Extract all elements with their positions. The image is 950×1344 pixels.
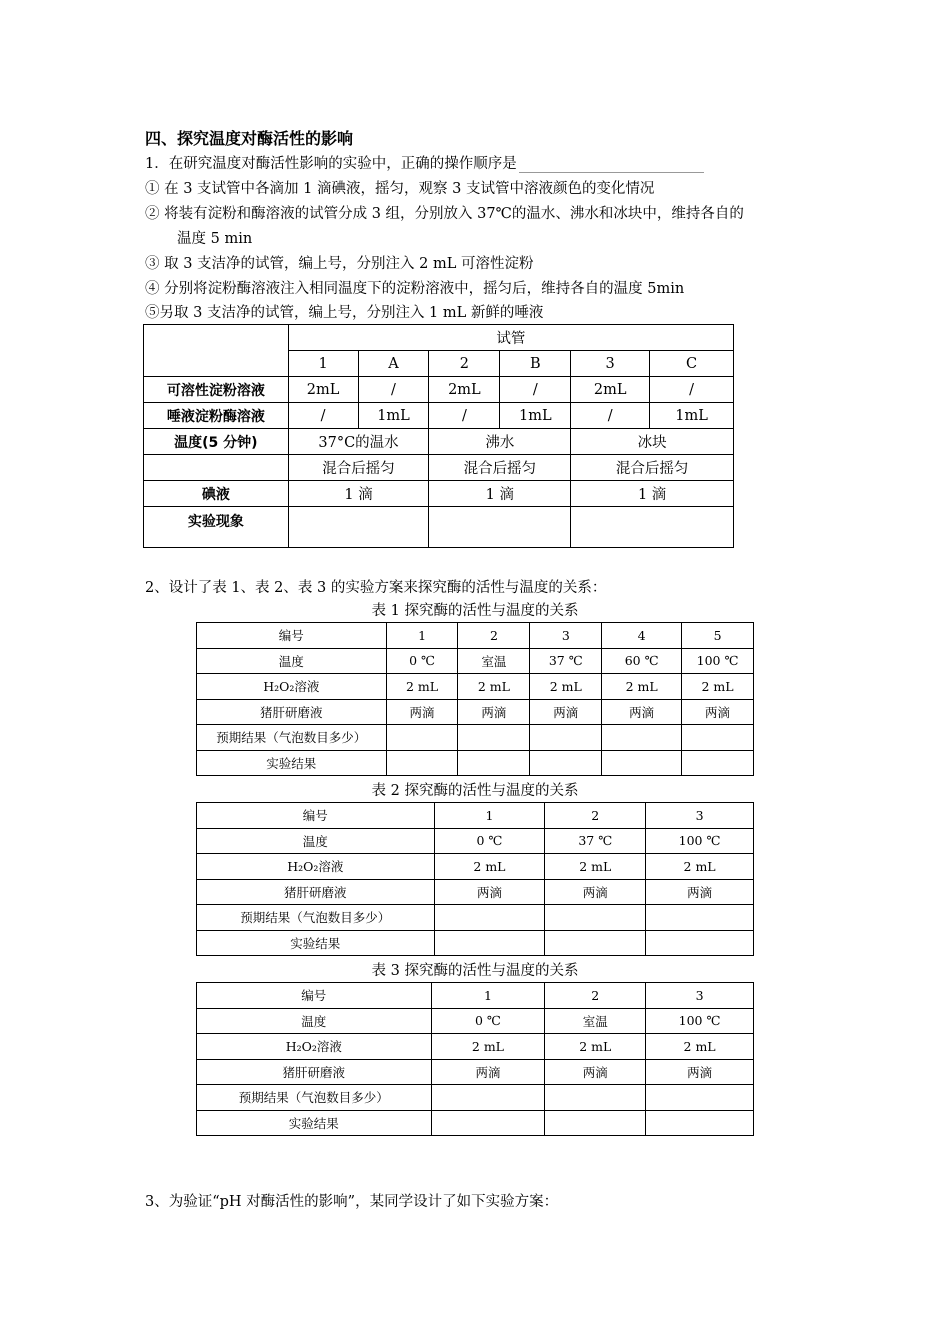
table-cell: 两滴: [458, 699, 530, 725]
row-label: 编号: [197, 803, 435, 829]
row-label: 预期结果（气泡数目多少）: [197, 725, 387, 751]
answer-blank[interactable]: [519, 158, 704, 173]
table-cell: 两滴: [530, 699, 602, 725]
table-cell: 2mL: [288, 377, 358, 403]
table-cell: 2: [458, 623, 530, 649]
table-cell: 冰块: [571, 429, 734, 455]
table-2-caption: 表 2 探究酶的活性与温度的关系: [371, 783, 579, 799]
answer-cell[interactable]: [545, 905, 646, 931]
corner-cell: [144, 325, 289, 377]
answer-cell[interactable]: [530, 750, 602, 776]
table-cell: 1: [434, 803, 545, 829]
table-cell: 2mL: [571, 377, 650, 403]
table-cell: 0 ℃: [386, 648, 458, 674]
step-3: ③ 取 3 支洁净的试管，编上号，分别注入 2 mL 可溶性淀粉: [145, 256, 534, 272]
table-cell: 1: [386, 623, 458, 649]
answer-cell[interactable]: [429, 507, 571, 548]
row-label: 猪肝研磨液: [197, 879, 435, 905]
table-row: [197, 1085, 754, 1111]
table-3-caption: 表 3 探究酶的活性与温度的关系: [371, 963, 579, 979]
table-2: [196, 802, 754, 956]
table-cell: 2 mL: [434, 854, 545, 880]
table-3: [196, 982, 754, 1136]
row-label: 实验结果: [197, 930, 435, 956]
question-1-text: 1．在研究温度对酶活性影响的实验中，正确的操作顺序是: [145, 156, 517, 172]
table-cell: 两滴: [646, 879, 754, 905]
table-row: [197, 1034, 754, 1060]
table-cell: 100 ℃: [646, 828, 754, 854]
table-row: [197, 930, 754, 956]
table-row: [197, 854, 754, 880]
table-cell: 2 mL: [458, 674, 530, 700]
table-cell: 1 滴: [571, 481, 734, 507]
answer-cell[interactable]: [434, 905, 545, 931]
row-label: 温度: [197, 648, 387, 674]
table-row: [197, 623, 754, 649]
answer-cell[interactable]: [545, 1085, 646, 1111]
table-cell: 2 mL: [530, 674, 602, 700]
table-cell: 混合后摇匀: [429, 455, 571, 481]
table-cell: 100 ℃: [646, 1008, 754, 1034]
row-label: 可溶性淀粉溶液: [144, 377, 289, 403]
tube-label: B: [500, 351, 571, 377]
answer-cell[interactable]: [458, 750, 530, 776]
table-cell: 1mL: [500, 403, 571, 429]
tube-label: 3: [571, 351, 650, 377]
table-cell: 1 滴: [429, 481, 571, 507]
table-1: [196, 622, 754, 776]
table-cell: /: [288, 403, 358, 429]
answer-cell[interactable]: [545, 1110, 646, 1136]
row-label: 猪肝研磨液: [197, 1059, 432, 1085]
table-row: [197, 828, 754, 854]
table-cell: /: [358, 377, 429, 403]
tube-label: C: [650, 351, 734, 377]
table-1-caption: 表 1 探究酶的活性与温度的关系: [371, 603, 579, 619]
table-row: [197, 699, 754, 725]
table-cell: 2: [545, 803, 646, 829]
answer-cell[interactable]: [458, 725, 530, 751]
answer-cell[interactable]: [682, 725, 754, 751]
table-row: [197, 879, 754, 905]
table-row: [197, 648, 754, 674]
result-row: [144, 507, 734, 548]
table-cell: 沸水: [429, 429, 571, 455]
table-cell: 室温: [545, 1008, 646, 1034]
starch-row: [144, 377, 734, 403]
table-cell: 37 ℃: [530, 648, 602, 674]
row-label: H₂O₂溶液: [197, 674, 387, 700]
table-cell: 3: [646, 803, 754, 829]
table-row: [197, 674, 754, 700]
row-label: 实验结果: [197, 750, 387, 776]
table-cell: 混合后摇匀: [571, 455, 734, 481]
row-label: 碘液: [144, 481, 289, 507]
question-3-stem: 3、为验证“pH 对酶活性的影响”，某同学设计了如下实验方案：: [145, 1194, 559, 1210]
answer-cell[interactable]: [530, 725, 602, 751]
table-cell: 3: [646, 983, 754, 1009]
row-label: 实验结果: [197, 1110, 432, 1136]
table-cell: 2mL: [429, 377, 500, 403]
row-label: H₂O₂溶液: [197, 1034, 432, 1060]
table-row: [197, 1008, 754, 1034]
step-4: ④ 分别将淀粉酶溶液注入相同温度下的淀粉溶液中，摇匀后，维持各自的温度 5min: [145, 281, 685, 297]
table-cell: 2 mL: [386, 674, 458, 700]
table-cell: 两滴: [386, 699, 458, 725]
row-label: 实验现象: [144, 507, 289, 548]
question-2-stem: 2、设计了表 1、表 2、表 3 的实验方案来探究酶的活性与温度的关系：: [145, 580, 607, 596]
table-cell: 两滴: [602, 699, 682, 725]
table-row: [197, 750, 754, 776]
tube-header: 试管: [288, 325, 733, 351]
row-label: 猪肝研磨液: [197, 699, 387, 725]
table-cell: 37 ℃: [545, 828, 646, 854]
answer-cell[interactable]: [386, 725, 458, 751]
table-cell: 2 mL: [682, 674, 754, 700]
table-cell: 两滴: [545, 1059, 646, 1085]
row-label: 唾液淀粉酶溶液: [144, 403, 289, 429]
table-row: [197, 1110, 754, 1136]
table-cell: 2 mL: [602, 674, 682, 700]
answer-cell[interactable]: [288, 507, 429, 548]
experiment-table: [143, 324, 734, 548]
answer-cell[interactable]: [602, 725, 682, 751]
answer-cell[interactable]: [646, 905, 754, 931]
table-cell: 两滴: [545, 879, 646, 905]
answer-cell[interactable]: [434, 930, 545, 956]
row-label: 预期结果（气泡数目多少）: [197, 1085, 432, 1111]
table-cell: /: [500, 377, 571, 403]
section-title: 四、探究温度对酶活性的影响: [145, 129, 354, 148]
table-cell: 2: [545, 983, 646, 1009]
table-cell: 室温: [458, 648, 530, 674]
tube-label: 2: [429, 351, 500, 377]
table-cell: 2 mL: [545, 1034, 646, 1060]
table-row: [197, 983, 754, 1009]
row-label: 温度: [197, 1008, 432, 1034]
table-cell: 混合后摇匀: [288, 455, 429, 481]
table-cell: 两滴: [434, 879, 545, 905]
table-cell: 2 mL: [646, 1034, 754, 1060]
table-cell: 两滴: [682, 699, 754, 725]
table-row: [197, 803, 754, 829]
table-cell: 4: [602, 623, 682, 649]
table-cell: 2 mL: [646, 854, 754, 880]
table-cell: 100 ℃: [682, 648, 754, 674]
table-cell: 60 ℃: [602, 648, 682, 674]
table-row: [197, 725, 754, 751]
table-cell: 37°C的温水: [288, 429, 429, 455]
table-cell: 5: [682, 623, 754, 649]
row-label: [144, 455, 289, 481]
table-cell: 1 滴: [288, 481, 429, 507]
table-cell: 1mL: [358, 403, 429, 429]
table-cell: 1mL: [650, 403, 734, 429]
step-2-cont: 温度 5 min: [177, 231, 253, 247]
row-label: H₂O₂溶液: [197, 854, 435, 880]
step-5: ⑤另取 3 支洁净的试管，编上号，分别注入 1 mL 新鲜的唾液: [145, 305, 544, 321]
table-cell: 3: [530, 623, 602, 649]
row-label: 预期结果（气泡数目多少）: [197, 905, 435, 931]
table-cell: 0 ℃: [431, 1008, 545, 1034]
table-cell: 0 ℃: [434, 828, 545, 854]
table-cell: /: [429, 403, 500, 429]
step-1: ① 在 3 支试管中各滴加 1 滴碘液，摇匀，观察 3 支试管中溶液颜色的变化情况: [145, 181, 655, 197]
table-cell: 两滴: [431, 1059, 545, 1085]
answer-cell[interactable]: [646, 1110, 754, 1136]
table-cell: 两滴: [646, 1059, 754, 1085]
answer-cell[interactable]: [571, 507, 734, 548]
table-row: [197, 1059, 754, 1085]
question-1-stem: [145, 152, 704, 173]
tube-label: 1: [288, 351, 358, 377]
table-cell: 2 mL: [431, 1034, 545, 1060]
answer-cell[interactable]: [682, 750, 754, 776]
table-row: [197, 905, 754, 931]
answer-cell[interactable]: [386, 750, 458, 776]
answer-cell[interactable]: [602, 750, 682, 776]
table-cell: 2 mL: [545, 854, 646, 880]
answer-cell[interactable]: [646, 1085, 754, 1111]
row-label: 编号: [197, 983, 432, 1009]
iodine-row: [144, 481, 734, 507]
row-label: 温度: [197, 828, 435, 854]
table-cell: /: [571, 403, 650, 429]
mix-row: [144, 455, 734, 481]
answer-cell[interactable]: [545, 930, 646, 956]
row-label: 温度(5 分钟): [144, 429, 289, 455]
answer-cell[interactable]: [431, 1110, 545, 1136]
answer-cell[interactable]: [646, 930, 754, 956]
tube-label: A: [358, 351, 429, 377]
enzyme-row: [144, 403, 734, 429]
temperature-row: [144, 429, 734, 455]
table-cell: /: [650, 377, 734, 403]
table-cell: 1: [431, 983, 545, 1009]
answer-cell[interactable]: [431, 1085, 545, 1111]
row-label: 编号: [197, 623, 387, 649]
step-2: ② 将装有淀粉和酶溶液的试管分成 3 组，分别放入 37℃的温水、沸水和冰块中，维持各自的: [145, 206, 744, 222]
